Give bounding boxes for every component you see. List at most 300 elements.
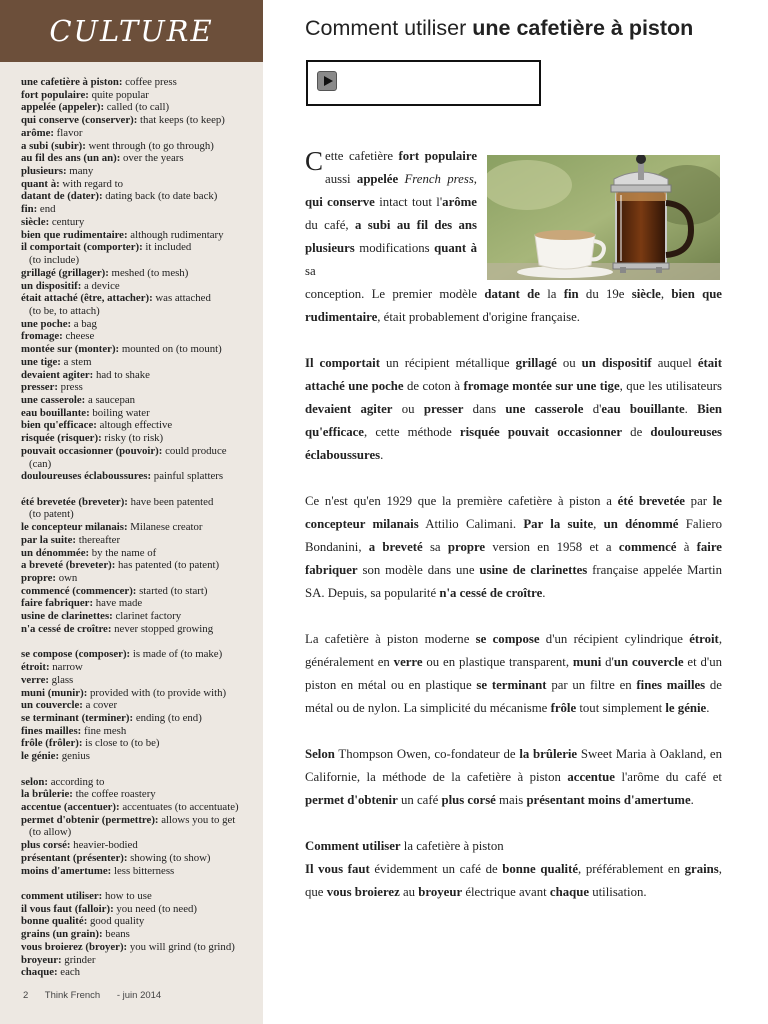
- bold-term: broyeur: [418, 885, 463, 899]
- bold-term: fromage montée sur une tige: [463, 379, 620, 393]
- glossary-term: broyeur:: [21, 953, 62, 966]
- glossary-entry: [21, 559, 261, 572]
- text-run: évidemment un café de: [369, 862, 503, 876]
- glossary-definition: risky (to risk): [101, 432, 164, 445]
- bold-term: Par la suite: [523, 517, 594, 531]
- text-run: tout simplement: [576, 701, 666, 715]
- glossary-entry: [21, 114, 261, 127]
- glossary-term: grains (un grain):: [21, 928, 103, 941]
- paragraph-4: [305, 628, 722, 720]
- glossary-gap: [21, 763, 261, 776]
- glossary-entry: [21, 152, 261, 165]
- glossary-definition: according to: [48, 775, 105, 788]
- glossary-definition: less bitterness: [111, 864, 175, 877]
- paragraph-6: [305, 858, 722, 904]
- glossary-entry: [21, 725, 261, 738]
- glossary-definition: the coffee roastery: [72, 788, 156, 801]
- bold-term: fort populaire: [398, 149, 477, 163]
- bold-term: permet d'obtenir: [305, 793, 398, 807]
- glossary-definition: over the years: [120, 152, 184, 165]
- glossary-definition: thereafter: [76, 533, 121, 546]
- text-run: du 19e: [578, 287, 632, 301]
- glossary-definition: with regard to: [59, 177, 123, 190]
- text-run: au: [399, 885, 419, 899]
- glossary-entry: [21, 369, 261, 382]
- bold-term: bonne qualité: [502, 862, 579, 876]
- glossary-gap: [21, 636, 261, 649]
- bold-term: n'a cessé de croître: [439, 586, 543, 600]
- glossary-entry: [21, 776, 261, 789]
- bold-term: été brevetée: [617, 494, 685, 508]
- glossary-entry: [21, 318, 261, 331]
- glossary-definition: flavor: [53, 126, 83, 139]
- glossary-definition: have made: [93, 597, 143, 610]
- section-title: CULTURE: [49, 14, 214, 48]
- text-run: d': [601, 655, 614, 669]
- glossary-term: bonne qualité:: [21, 915, 88, 928]
- glossary-term: datant de (dater):: [21, 190, 103, 203]
- glossary-entry: [21, 585, 261, 598]
- glossary-entry: [21, 241, 261, 254]
- glossary-entry: [21, 508, 261, 521]
- text-run: ou: [556, 356, 582, 370]
- text-run: , généralement en: [305, 632, 723, 669]
- glossary-entry: [21, 572, 261, 585]
- text-run: électrique avant: [462, 885, 550, 899]
- bold-term: verre: [393, 655, 423, 669]
- glossary-entry: [21, 254, 261, 267]
- glossary-term: un dénommée:: [21, 546, 90, 559]
- glossary-definition: meshed (to mesh): [108, 266, 189, 279]
- glossary-entry: [21, 343, 261, 356]
- glossary-entry: [21, 674, 261, 687]
- glossary-definition: had to shake: [93, 368, 150, 381]
- text-run: .: [684, 402, 698, 416]
- glossary-entry: [21, 140, 261, 153]
- glossary-entry: [21, 648, 261, 661]
- bold-term: la brûlerie: [519, 747, 578, 761]
- glossary-entry: [21, 216, 261, 229]
- glossary-term: fines mailles:: [21, 724, 82, 737]
- glossary-definition: good quality: [87, 915, 145, 928]
- glossary-entry: [21, 661, 261, 674]
- text-run: d': [583, 402, 602, 416]
- bold-term: muni: [572, 655, 602, 669]
- glossary-definition: (to include): [29, 254, 80, 267]
- text-run: mais: [495, 793, 527, 807]
- glossary-definition: Milanese creator: [127, 521, 203, 534]
- glossary-term: qui conserve (conserver):: [21, 114, 138, 127]
- glossary-entry: [21, 381, 261, 394]
- glossary-term: au fil des ans (un an):: [21, 152, 121, 165]
- bold-term: presser: [423, 402, 464, 416]
- text-run: Sweet Maria à Oakland, en Californie, la méthode de la cafetière à piston: [305, 747, 723, 784]
- bold-term: un couvercle: [613, 655, 684, 669]
- paragraph-1: [305, 283, 722, 329]
- glossary-definition: a saucepan: [85, 393, 136, 406]
- text-run: utilisation.: [589, 885, 647, 899]
- glossary-term: selon:: [21, 775, 48, 788]
- glossary-entry: [21, 610, 261, 623]
- glossary-entry: [21, 356, 261, 369]
- glossary-entry: [21, 890, 261, 903]
- text-run: French press: [404, 172, 474, 186]
- glossary-entry: [21, 165, 261, 178]
- glossary-term: arôme:: [21, 126, 54, 139]
- glossary-definition: provided with (to provide with): [87, 686, 227, 699]
- glossary-term: permet d'obtenir (permettre):: [21, 813, 159, 826]
- glossary-term: été brevetée (breveter):: [21, 495, 128, 508]
- glossary-entry: [21, 597, 261, 610]
- glossary-definition: own: [56, 572, 78, 585]
- bold-term: bien que rudimentaire: [305, 287, 722, 324]
- glossary-entry: [21, 127, 261, 140]
- glossary-entry: [21, 966, 261, 979]
- audio-player[interactable]: [306, 60, 541, 106]
- paragraph-2: [305, 352, 722, 467]
- glossary-definition: press: [57, 381, 83, 394]
- text-run: ette cafetière: [325, 149, 399, 163]
- glossary-definition: century: [49, 215, 85, 228]
- glossary-definition: accentuates (to accentuate): [119, 800, 239, 813]
- glossary-definition: coffee press: [122, 76, 177, 88]
- text-run: .: [690, 793, 694, 807]
- glossary-term: appelée (appeler):: [21, 101, 105, 114]
- glossary-definition: how to use: [102, 890, 152, 902]
- page-footer: [23, 990, 175, 1001]
- bold-term: datant de: [484, 287, 540, 301]
- glossary-definition: boiling water: [89, 406, 150, 419]
- glossary-entry: [21, 203, 261, 216]
- glossary-definition: it included: [142, 241, 192, 254]
- text-run: de: [622, 425, 651, 439]
- glossary-term: la brûlerie:: [21, 788, 73, 801]
- text-run: aussi: [325, 172, 357, 186]
- glossary-term: se compose (composer):: [21, 648, 131, 661]
- paragraph-3: [305, 490, 722, 605]
- glossary-term: accentue (accentuer):: [21, 800, 120, 813]
- glossary-term: a breveté (breveter):: [21, 559, 116, 572]
- glossary-term: plusieurs:: [21, 165, 67, 178]
- glossary-definition: that keeps (to keep): [137, 114, 225, 127]
- bold-term: Comment utiliser: [305, 839, 401, 853]
- text-run: modifications: [354, 241, 435, 255]
- text-run: Attilio Calimani.: [418, 517, 524, 531]
- text-run: , était probablement d'origine française.: [377, 310, 580, 324]
- text-run: du café,: [305, 218, 355, 232]
- glossary-term: grillagé (grillager):: [21, 266, 109, 279]
- glossary-definition: could produce: [162, 444, 227, 457]
- glossary-definition: (can): [29, 457, 52, 470]
- bold-term: fin: [563, 287, 579, 301]
- glossary-term: un dispositif:: [21, 279, 82, 292]
- section-header: [0, 0, 263, 62]
- glossary-term: quant à:: [21, 177, 60, 190]
- bold-term: frôle: [550, 701, 577, 715]
- text-run: ou en plastique transparent,: [422, 655, 573, 669]
- glossary-entry: [21, 190, 261, 203]
- glossary-entry: [21, 458, 261, 471]
- paragraph-5: [305, 743, 722, 812]
- text-run: .: [706, 701, 710, 715]
- glossary-term: montée sur (monter):: [21, 343, 120, 356]
- glossary-entry: [21, 737, 261, 750]
- glossary-term: étroit:: [21, 661, 50, 674]
- glossary-term: moins d'amertume:: [21, 864, 112, 877]
- glossary-list: [21, 76, 261, 979]
- glossary-definition: heavier-bodied: [70, 839, 138, 852]
- glossary-definition: you will grind (to grind): [127, 940, 235, 953]
- glossary-term: un couvercle:: [21, 699, 83, 712]
- bold-term: chaque: [549, 885, 589, 899]
- glossary-entry: [21, 330, 261, 343]
- text-run: un récipient métallique: [379, 356, 516, 370]
- glossary-entry: [21, 229, 261, 242]
- glossary-entry: [21, 280, 261, 293]
- glossary-definition: fine mesh: [81, 724, 127, 737]
- glossary-term: il comportait (comporter):: [21, 241, 143, 254]
- bold-term: Bien qu'efficace: [305, 402, 723, 439]
- bold-term: Il comportait: [305, 356, 380, 370]
- glossary-entry: [21, 865, 261, 878]
- drop-cap: C: [305, 146, 324, 176]
- glossary-term: il vous faut (falloir):: [21, 902, 114, 915]
- glossary-term: propre:: [21, 572, 56, 585]
- bold-term: commencé: [618, 540, 677, 554]
- bold-term: se terminant: [476, 678, 547, 692]
- glossary-sidebar: [0, 0, 263, 1024]
- text-run: ,: [660, 287, 672, 301]
- glossary-term: plus corsé:: [21, 839, 71, 852]
- bold-term: grillagé: [515, 356, 557, 370]
- glossary-definition: end: [37, 203, 56, 216]
- glossary-gap: [21, 877, 261, 890]
- glossary-definition: you need (to need): [113, 902, 198, 915]
- bold-term: était attaché une poche: [305, 356, 722, 393]
- glossary-entry: [21, 178, 261, 191]
- glossary-entry: [21, 801, 261, 814]
- glossary-definition: painful splatters: [151, 470, 224, 483]
- glossary-entry: [21, 292, 261, 305]
- text-run: l'arôme du café et: [614, 770, 722, 784]
- glossary-term: siècle:: [21, 215, 50, 228]
- glossary-entry: [21, 407, 261, 420]
- glossary-entry: [21, 928, 261, 941]
- glossary-entry: [21, 712, 261, 725]
- glossary-term: bien qu'efficace:: [21, 419, 97, 432]
- text-run: ,: [473, 172, 477, 186]
- glossary-entry: [21, 788, 261, 801]
- glossary-definition: was attached: [152, 292, 211, 305]
- glossary-term: risquée (risquer):: [21, 432, 102, 445]
- text-run: et d'un piston en métal ou en plastique: [305, 655, 723, 692]
- intro-wrapped: [305, 145, 477, 283]
- glossary-definition: (to allow): [29, 826, 72, 839]
- bold-term: a breveté: [368, 540, 423, 554]
- glossary-term: devaient agiter:: [21, 368, 94, 381]
- glossary-term: muni (munir):: [21, 686, 88, 699]
- magazine-name: Think French: [44, 990, 101, 1001]
- glossary-term: comment utiliser:: [21, 890, 103, 902]
- text-run: version en 1958 et a: [485, 540, 619, 554]
- glossary-definition: dating back (to date back): [102, 190, 218, 203]
- glossary-term: a subi (subir):: [21, 139, 86, 152]
- bold-term: usine de clarinettes: [479, 563, 588, 577]
- glossary-term: le génie:: [21, 750, 60, 763]
- glossary-definition: never stopped growing: [111, 622, 214, 635]
- bold-term: le concepteur milanais: [305, 494, 722, 531]
- glossary-entry: [21, 915, 261, 928]
- glossary-entry: [21, 623, 261, 636]
- glossary-definition: quite popular: [88, 88, 149, 101]
- glossary-definition: a device: [81, 279, 120, 292]
- glossary-entry: [21, 826, 261, 839]
- glossary-term: par la suite:: [21, 533, 76, 546]
- glossary-entry: [21, 496, 261, 509]
- text-run: son modèle dans une: [357, 563, 480, 577]
- glossary-term: presser:: [21, 381, 58, 394]
- bold-term: fines mailles: [636, 678, 706, 692]
- text-run: la: [539, 287, 564, 301]
- bold-term: Il vous faut: [305, 862, 370, 876]
- bold-term: accentue: [567, 770, 615, 784]
- glossary-definition: (to be, to attach): [29, 304, 100, 317]
- text-run: La cafetière à piston moderne: [305, 632, 476, 646]
- glossary-entry: [21, 839, 261, 852]
- bold-term: quant à: [434, 241, 477, 255]
- text-run: , que les utilisateurs: [619, 379, 722, 393]
- glossary-entry: [21, 687, 261, 700]
- glossary-term: une casserole:: [21, 393, 86, 406]
- glossary-entry: [21, 699, 261, 712]
- glossary-definition: is close to (to be): [82, 737, 160, 750]
- glossary-entry: [21, 101, 261, 114]
- glossary-entry: [21, 89, 261, 102]
- glossary-term: commencé (commencer):: [21, 584, 137, 597]
- glossary-entry: [21, 445, 261, 458]
- glossary-entry: [21, 521, 261, 534]
- glossary-entry: [21, 470, 261, 483]
- text-run: Faliero Bondanini,: [305, 517, 722, 554]
- text-run: intact tout l': [374, 195, 443, 209]
- glossary-definition: called (to call): [104, 101, 170, 114]
- bold-term: présentant moins d'amertume: [526, 793, 691, 807]
- glossary-entry: [21, 852, 261, 865]
- glossary-definition: clarinet factory: [112, 610, 182, 623]
- text-run: .: [542, 586, 546, 600]
- article-title-plain: Comment utiliser: [305, 16, 473, 40]
- glossary-entry: [21, 903, 261, 916]
- bold-term: propre: [447, 540, 486, 554]
- article-title-bold: une cafetière à piston: [472, 16, 694, 40]
- bold-term: risquée pouvait occasionner: [459, 425, 622, 439]
- text-run: la cafetière à piston: [400, 839, 504, 853]
- glossary-definition: (to patent): [29, 508, 74, 521]
- glossary-entry: [21, 534, 261, 547]
- glossary-term: bien que rudimentaire:: [21, 228, 128, 241]
- glossary-entry: [21, 750, 261, 763]
- bold-term: douloureuses éclaboussures: [305, 425, 723, 462]
- text-run: d'un récipient cylindrique: [539, 632, 690, 646]
- glossary-definition: cheese: [62, 330, 95, 343]
- glossary-term: n'a cessé de croître:: [21, 622, 112, 635]
- glossary-gap: [21, 483, 261, 496]
- glossary-definition: genius: [59, 750, 90, 763]
- glossary-definition: beans: [102, 928, 130, 941]
- bold-term: un dispositif: [581, 356, 652, 370]
- glossary-term: fort populaire:: [21, 88, 89, 101]
- glossary-entry: [21, 814, 261, 827]
- page-number: 2: [23, 990, 29, 1001]
- section-heading: [305, 835, 722, 858]
- intro-text: [305, 146, 478, 278]
- glossary-definition: narrow: [49, 661, 83, 674]
- bold-term: qui conserve: [305, 195, 375, 209]
- article-body: [305, 145, 722, 904]
- glossary-definition: each: [57, 966, 81, 979]
- glossary-term: vous broierez (broyer):: [21, 940, 128, 953]
- text-run: Ce n'est qu'en 1929 que la première cafetière à piston a: [305, 494, 618, 508]
- glossary-definition: went through (to go through): [85, 139, 214, 152]
- glossary-entry: [21, 547, 261, 560]
- bold-term: plus corsé: [441, 793, 496, 807]
- bold-term: vous broierez: [326, 885, 400, 899]
- glossary-term: se terminant (terminer):: [21, 711, 134, 724]
- glossary-term: chaque:: [21, 966, 58, 979]
- glossary-definition: started (to start): [136, 584, 208, 597]
- glossary-term: une cafetière à piston:: [21, 76, 123, 88]
- glossary-entry: [21, 419, 261, 432]
- text-run: Thompson Owen, co-fondateur de: [334, 747, 520, 761]
- bold-term: a subi au fil des ans plusieurs: [305, 218, 478, 255]
- glossary-term: eau bouillante:: [21, 406, 90, 419]
- glossary-definition: many: [66, 165, 94, 178]
- article-title: [305, 16, 693, 41]
- glossary-definition: ending (to end): [133, 711, 202, 724]
- glossary-term: pouvait occasionner (pouvoir):: [21, 444, 163, 457]
- glossary-definition: a bag: [71, 317, 97, 330]
- glossary-definition: although rudimentary: [127, 228, 224, 241]
- glossary-entry: [21, 941, 261, 954]
- text-run: française appelée Martin SA. Depuis, sa popularité: [305, 563, 722, 600]
- text-run: un café: [397, 793, 442, 807]
- glossary-definition: showing (to show): [127, 851, 211, 864]
- text-run: ou: [392, 402, 424, 416]
- bold-term: faire fabriquer: [305, 540, 722, 577]
- text-run: sa: [305, 264, 316, 278]
- glossary-term: présentant (présenter):: [21, 851, 128, 864]
- glossary-term: une tige:: [21, 355, 61, 368]
- text-run: ,: [593, 517, 604, 531]
- bold-term: un dénommé: [603, 517, 679, 531]
- glossary-term: une poche:: [21, 317, 72, 330]
- text-run: à: [676, 540, 697, 554]
- glossary-entry: [21, 954, 261, 967]
- glossary-term: faire fabriquer:: [21, 597, 94, 610]
- bold-term: siècle: [631, 287, 661, 301]
- glossary-term: fromage:: [21, 330, 63, 343]
- glossary-definition: mounted on (to mount): [119, 343, 222, 356]
- text-run: , cette méthode: [364, 425, 460, 439]
- play-icon[interactable]: [317, 71, 337, 91]
- glossary-definition: a cover: [82, 699, 118, 712]
- bold-term: appelée: [356, 172, 399, 186]
- glossary-term: fin:: [21, 203, 38, 216]
- bold-term: le génie: [665, 701, 707, 715]
- glossary-definition: glass: [48, 673, 74, 686]
- glossary-definition: by the name of: [89, 546, 157, 559]
- glossary-entry: [21, 305, 261, 318]
